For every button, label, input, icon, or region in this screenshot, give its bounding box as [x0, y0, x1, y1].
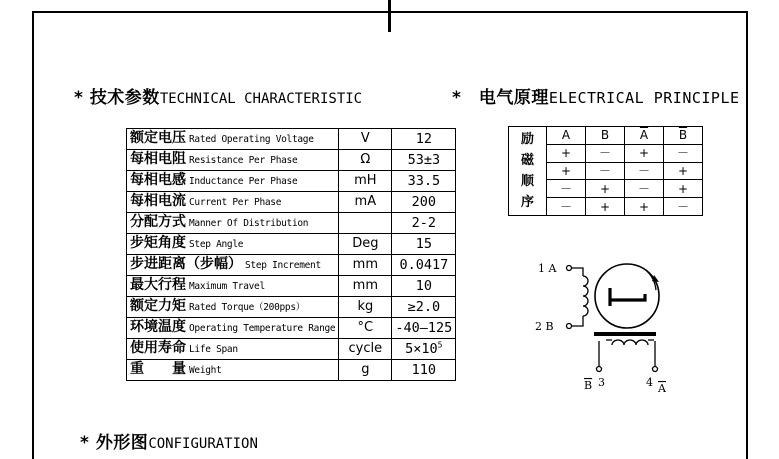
configuration-heading [80, 428, 258, 453]
stator-bar [594, 332, 656, 336]
phase-cell: + [625, 144, 664, 162]
spec-value: 33.5 [407, 173, 441, 189]
phase-header: $\overline{A}$ [625, 127, 664, 145]
spec-value-cell [392, 255, 456, 276]
spec-value: 10 [415, 278, 432, 294]
spec-unit: V [339, 129, 392, 150]
spec-row [127, 150, 456, 171]
phase-cell: － [586, 144, 625, 162]
spec-parameter-cell [127, 150, 339, 171]
spec-parameter-en: Manner Of Distribution [189, 218, 309, 229]
spec-row [127, 339, 456, 360]
spec-value: 5×10 [405, 341, 438, 357]
phase-cell: + [664, 180, 703, 198]
spec-parameter-en: Life Span [189, 344, 238, 355]
spec-parameter-cn: 每相电流 [130, 193, 186, 209]
phase-header: $\overline{B}$ [664, 127, 703, 145]
spec-unit: kg [339, 297, 392, 318]
spec-row [127, 129, 456, 150]
spec-value-cell [392, 150, 456, 171]
pin-4-number: 4 [646, 376, 653, 389]
phase-cell: + [547, 144, 586, 162]
spec-unit: mm [339, 276, 392, 297]
phase-cell: － [547, 198, 586, 216]
spec-parameter-en: Operating Temperature Range [189, 323, 336, 334]
heading-star: * [74, 88, 84, 108]
spec-value: ≥2.0 [407, 299, 441, 315]
heading-star: * [452, 88, 462, 108]
heading-cn: 技术参数 [89, 88, 160, 108]
spec-parameter-cn: 步进距离（步幅） [130, 256, 242, 272]
spec-value-cell [392, 213, 456, 234]
spec-parameter-cell [127, 255, 339, 276]
phase-header: A [547, 127, 586, 145]
spec-unit: mH [339, 171, 392, 192]
spec-value-cell [392, 297, 456, 318]
pin-3-number: 3 [598, 376, 605, 389]
spec-parameter-en: Weight [189, 365, 222, 376]
spec-value: 0.0417 [399, 257, 449, 273]
spec-unit: Ω [339, 150, 392, 171]
rotor-symbol [595, 264, 659, 328]
spec-parameter-cn: 额定电压 [130, 130, 186, 146]
spec-row [127, 276, 456, 297]
wiring-schematic [528, 248, 678, 398]
spec-row [127, 255, 456, 276]
phase-sequence-table [508, 126, 703, 216]
phase-cell: + [586, 180, 625, 198]
phase-cell: + [547, 162, 586, 180]
pin-4-letter: A [658, 382, 666, 395]
pin-1-label: 1 A [538, 262, 557, 275]
phase-label-char: 顺 [520, 173, 534, 189]
spec-value-cell [392, 339, 456, 360]
spec-value-cell [392, 276, 456, 297]
phase-cell: － [547, 180, 586, 198]
spec-value: 110 [411, 362, 437, 378]
spec-row [127, 234, 456, 255]
pin-3-letter: B [584, 379, 593, 392]
spec-value-exponent: 5 [437, 340, 443, 350]
rotation-arrow-icon [652, 275, 659, 282]
phase-cell: + [625, 198, 664, 216]
spec-parameter-en: Inductance Per Phase [189, 176, 298, 187]
spec-value-cell [392, 192, 456, 213]
phase-label-char: 励 [520, 131, 534, 147]
pin-2-label: 2 B [535, 320, 554, 333]
coil-ba [597, 340, 658, 372]
spec-parameter-en: Step Angle [189, 239, 244, 250]
phase-header: B [586, 127, 625, 145]
spec-value-cell [392, 171, 456, 192]
phase-cell: － [625, 162, 664, 180]
spec-value: -40—125 [395, 320, 453, 336]
frame-left-border [32, 11, 34, 459]
electrical-heading [452, 83, 740, 108]
spec-parameter-cell [127, 339, 339, 360]
heading-en: TECHNICAL CHARACTERISTIC [159, 91, 363, 107]
spec-parameter-cn: 额定力矩 [130, 298, 186, 314]
spec-parameter-cell [127, 192, 339, 213]
spec-parameter-cn: 每相电感 [130, 172, 186, 188]
spec-parameter-cell [127, 360, 339, 381]
coil-ab [567, 266, 589, 329]
spec-parameter-cn: 重 量 [130, 361, 186, 377]
heading-en: CONFIGURATION [148, 436, 258, 452]
heading-cn: 电气原理 [478, 88, 549, 108]
phase-sequence-label [509, 127, 547, 216]
spec-unit: Deg [339, 234, 392, 255]
spec-parameter-en: Rated Operating Voltage [189, 134, 314, 145]
spec-value: 15 [415, 236, 432, 252]
heading-en: ELECTRICAL PRINCIPLE [548, 89, 740, 107]
spec-row [127, 360, 456, 381]
spec-value: 12 [415, 131, 432, 147]
spec-parameter-cell [127, 234, 339, 255]
spec-value: 53±3 [407, 152, 441, 168]
phase-label-char: 序 [520, 194, 534, 210]
spec-unit: cycle [339, 339, 392, 360]
spec-value-cell [392, 318, 456, 339]
spec-parameter-en: Maximum Travel [189, 281, 265, 292]
spec-parameter-cell [127, 129, 339, 150]
spec-parameter-cn: 最大行程 [130, 277, 186, 293]
spec-parameter-en: Resistance Per Phase [189, 155, 298, 166]
spec-value-cell [392, 234, 456, 255]
frame-right-border [746, 11, 748, 459]
technical-heading [74, 83, 362, 108]
spec-parameter-cell [127, 213, 339, 234]
spec-value-cell [392, 360, 456, 381]
spec-value: 2-2 [411, 215, 437, 231]
spec-parameter-cn: 环境温度 [130, 319, 186, 335]
phase-cell: + [586, 198, 625, 216]
spec-row [127, 297, 456, 318]
spec-row [127, 192, 456, 213]
phase-label-char: 磁 [520, 152, 534, 168]
spec-unit [339, 213, 392, 234]
spec-parameter-en: Rated Torque（200pps） [189, 302, 305, 313]
spec-parameter-cell [127, 171, 339, 192]
spec-parameter-cn: 每相电阻 [130, 151, 186, 167]
spec-unit: mm [339, 255, 392, 276]
spec-parameter-cell [127, 318, 339, 339]
spec-value-cell [392, 129, 456, 150]
phase-cell: － [586, 162, 625, 180]
spec-row [127, 171, 456, 192]
heading-cn: 外形图 [95, 433, 149, 453]
spec-row [127, 213, 456, 234]
phase-cell: + [664, 162, 703, 180]
phase-cell: － [625, 180, 664, 198]
spec-parameter-en: Current Per Phase [189, 197, 282, 208]
frame-center-tick [388, 0, 391, 32]
spec-unit: mA [339, 192, 392, 213]
spec-parameter-cn: 分配方式 [130, 214, 186, 230]
spec-parameter-cn: 使用寿命 [130, 340, 186, 356]
phase-cell: － [664, 144, 703, 162]
phase-cell: － [664, 198, 703, 216]
spec-parameter-cell [127, 297, 339, 318]
heading-star: * [80, 433, 90, 453]
spec-unit: g [339, 360, 392, 381]
spec-table [126, 128, 456, 381]
spec-parameter-cn: 步矩角度 [130, 235, 186, 251]
spec-unit: °C [339, 318, 392, 339]
phase-header-row [509, 127, 703, 145]
spec-value: 200 [411, 194, 437, 210]
spec-parameter-cell [127, 276, 339, 297]
spec-parameter-en: Step Increment [245, 260, 321, 271]
spec-row [127, 318, 456, 339]
